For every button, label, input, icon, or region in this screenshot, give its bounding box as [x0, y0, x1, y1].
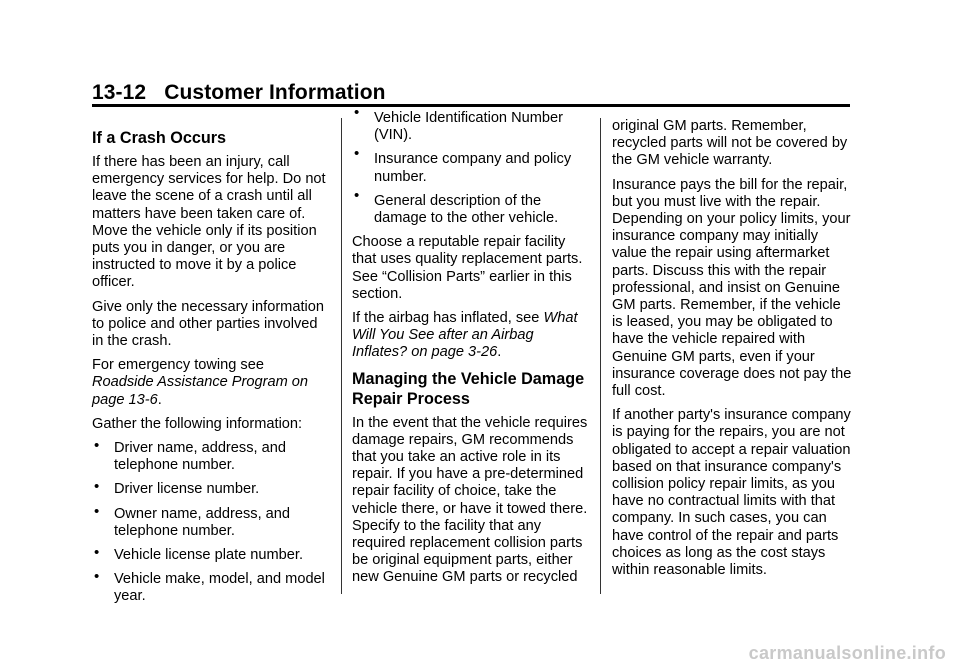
list-item-text: Vehicle license plate number.: [114, 547, 304, 564]
paragraph: If there has been an injury, call emergency services for help. Do not leave the scene of a crash until all matters have been taken care of. Move the vehicle only if its position puts you in danger, or you are instructed to move it by a police officer.: [92, 154, 326, 291]
paragraph: original GM parts. Remember, recycled parts will not be covered by the GM vehicle warranty.: [612, 118, 848, 169]
list-item-text: Driver name, address, and telephone number.: [114, 440, 286, 474]
list-item-text: General description of the damage to the other vehicle.: [374, 192, 559, 227]
paragraph-text: If the airbag has inflated, see: [352, 310, 540, 327]
paragraph: Insurance pays the bill for the repair, but you must live with the repair. Depending on your policy limits, your insurance company may initially value the repair using aftermarket parts. Discuss this with the repair professional, and insist on Genuine GM parts. Remember, if the vehicle is leased, you may be obligated to have the vehicle repaired with Genuine GM parts, even if your insurance coverage does not pay the full cost.: [612, 176, 852, 400]
section-title: Customer Information: [164, 81, 386, 104]
header-rule: [92, 104, 850, 107]
paragraph: In the event that the vehicle requires damage repairs, GM recommends that you take an active role in its repair. If you have a pre-determined repair facility of choice, take the vehicle there, or have it towed there. Specify to the facility that any required replacement collision parts be original equipment parts, either new Genuine GM parts or recycled: [352, 414, 588, 586]
cross-reference: What Will You See after an Airbag Inflates? on page 3-26: [352, 310, 578, 361]
bullet-list: [92, 437, 332, 606]
bullet-icon: •: [354, 145, 360, 163]
paragraph: Choose a reputable repair facility that uses quality replacement parts. See “Collision Parts” earlier in this section.: [352, 234, 583, 302]
bullet-icon: •: [94, 502, 100, 520]
list-item-text: Vehicle Identification Number (VIN).: [374, 110, 564, 144]
list-item-text: Driver license number.: [114, 481, 260, 498]
bullet-icon: •: [94, 568, 100, 586]
watermark: carmanualsonline.info: [748, 643, 946, 663]
column-2: [352, 104, 592, 594]
page-number: 13-12: [92, 81, 147, 104]
list-item: [92, 502, 332, 540]
list-item-text: Insurance company and policy number.: [374, 151, 572, 185]
column-1: [92, 128, 332, 613]
column-divider: [600, 118, 601, 594]
bullet-icon: •: [94, 544, 100, 562]
paragraph: [352, 310, 592, 362]
paragraph: [92, 357, 332, 409]
section-heading: Managing the Vehicle Damage Repair Process: [352, 369, 585, 408]
bullet-icon: •: [354, 104, 360, 121]
paragraph: If another party's insurance company is paying for the repairs, you are not obligated to accept a repair valuation based on that insurance company's collision policy repair limits, as you have no contractual limits with that company. In such cases, you can have control of the repair and parts choices as long as the cost stays within reasonable limits.: [612, 407, 851, 579]
cross-reference: Roadside Assistance Program on page 13-6: [92, 374, 309, 408]
paragraph: Gather the following information:: [92, 415, 303, 432]
paragraph-end: .: [497, 344, 502, 361]
bullet-icon: •: [94, 437, 100, 455]
column-3: [612, 118, 852, 586]
list-item-text: Owner name, address, and telephone number.: [114, 505, 291, 539]
section-heading: If a Crash Occurs: [92, 129, 227, 147]
list-item-text: Vehicle make, model, and model year.: [114, 571, 325, 605]
page-header: [92, 80, 850, 106]
page-title: [92, 80, 850, 106]
paragraph: Give only the necessary information to police and other parties involved in the crash.: [92, 298, 324, 350]
list-item: [92, 437, 332, 474]
paragraph-end: .: [157, 391, 162, 408]
list-item: [352, 145, 592, 185]
paragraph-text: For emergency towing see: [92, 357, 264, 374]
list-item: [92, 544, 332, 564]
list-item: [352, 186, 592, 227]
column-divider: [341, 118, 342, 594]
list-item: [352, 104, 592, 144]
bullet-icon: •: [354, 186, 360, 204]
list-item: [92, 568, 332, 605]
bullet-icon: •: [94, 478, 100, 496]
bullet-list: [352, 104, 592, 227]
list-item: [92, 478, 332, 498]
